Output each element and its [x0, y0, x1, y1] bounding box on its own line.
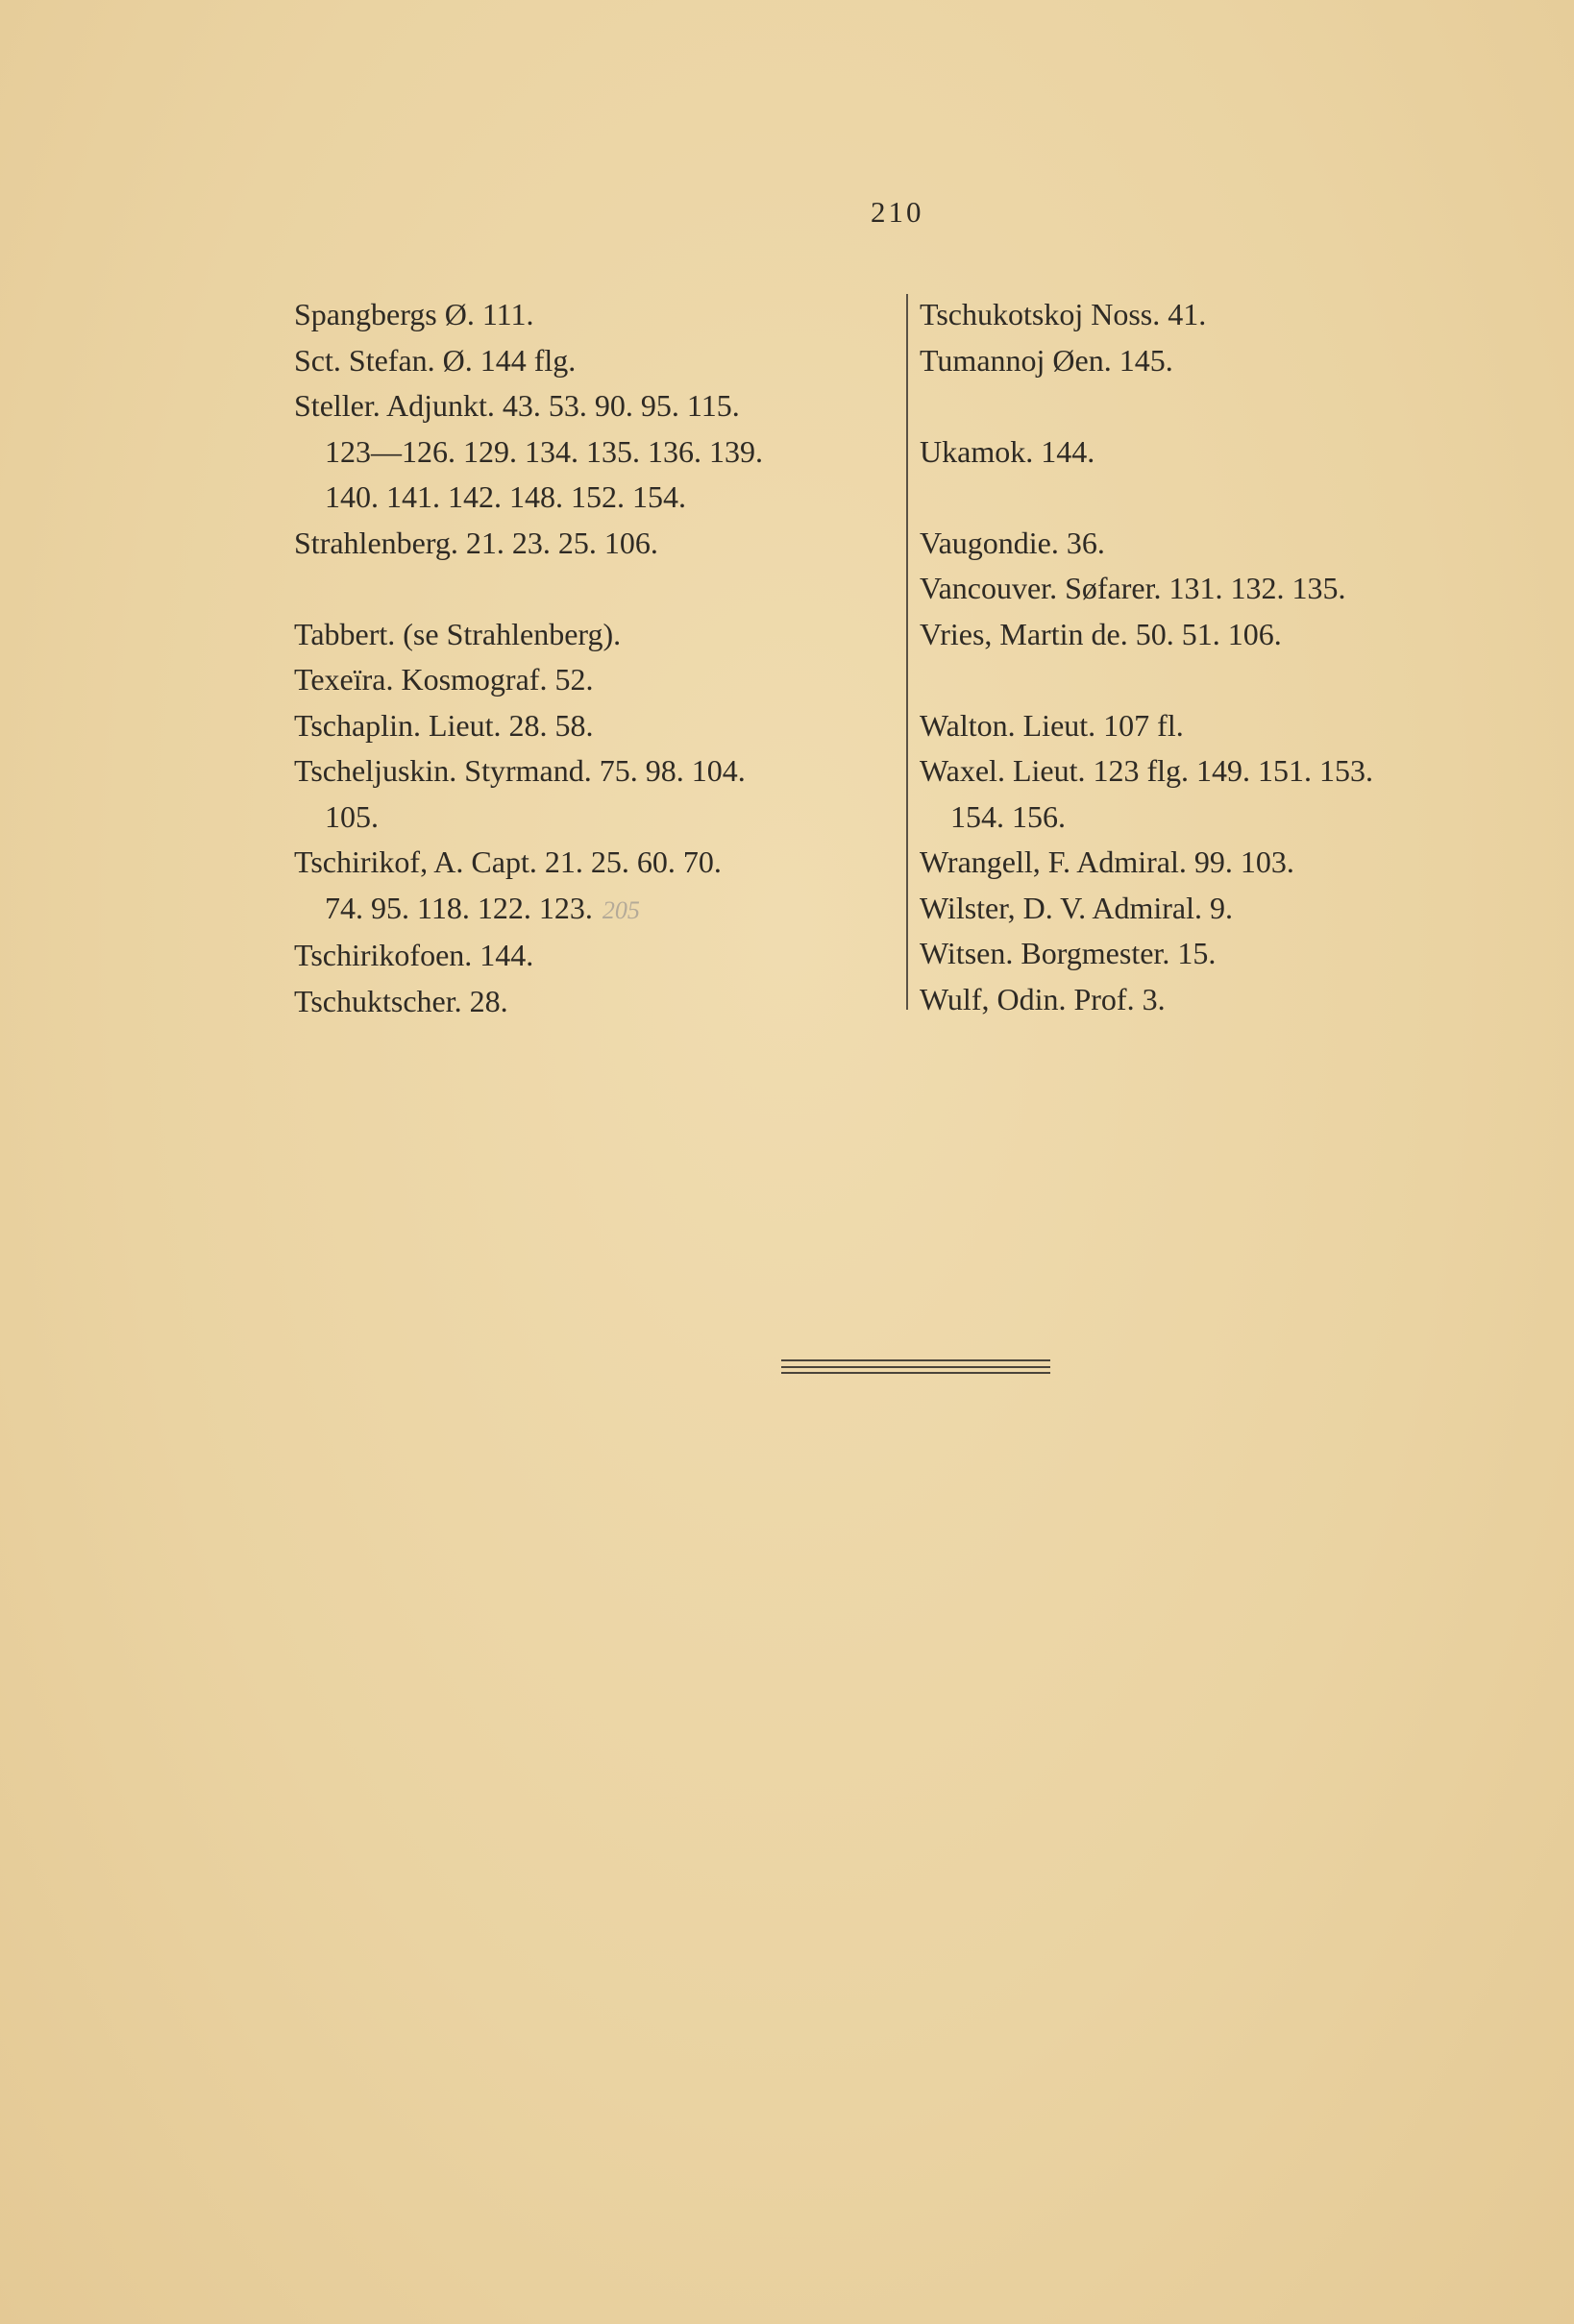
end-rule: [781, 1372, 1050, 1374]
end-rule: [781, 1366, 1050, 1368]
index-entry-vancouver: Vancouver. Søfarer. 131. 132. 135.: [920, 571, 1346, 605]
end-rule: [781, 1359, 1050, 1361]
index-entry-tschirikof: [294, 840, 899, 933]
page-number: 210: [871, 195, 924, 229]
index-entry-strahlenberg: Strahlenberg. 21. 23. 25. 106.: [294, 525, 658, 560]
index-column-left: [294, 292, 899, 1024]
index-entry-steller: [294, 383, 899, 521]
index-entry-tabbert: Tabbert. (se Strahlenberg).: [294, 616, 622, 651]
index-entry-tschuktscher: Tschuktscher. 28.: [294, 983, 508, 1018]
index-entry-continuation: [294, 886, 899, 934]
index-entry-walton: Walton. Lieut. 107 fl.: [920, 707, 1184, 743]
index-entry-texeira: Texeïra. Kosmograf. 52.: [294, 662, 594, 697]
section-gap: [920, 475, 1554, 521]
index-entry-line: Tscheljuskin. Styrmand. 75. 98. 104.: [294, 753, 746, 788]
index-entry-line: Steller. Adjunkt. 43. 53. 90. 95. 115.: [294, 388, 740, 423]
index-entry-sct-stefan: Sct. Stefan. Ø. 144 flg.: [294, 342, 577, 378]
index-entry-spangbergs: Spangbergs Ø. 111.: [294, 297, 534, 331]
index-entry-text: 74. 95. 118. 122. 123.: [325, 890, 593, 925]
index-entry-wilster: Wilster, D. V. Admiral. 9.: [920, 890, 1234, 925]
index-entry-continuation: 140. 141. 142. 148. 152. 154.: [325, 479, 686, 514]
index-entry-witsen: Witsen. Borgmester. 15.: [920, 936, 1217, 970]
index-column-right: [920, 292, 1554, 1022]
index-entry-continuation: 105.: [325, 798, 379, 834]
pencil-annotation: 205: [602, 895, 640, 924]
index-entry-tschirikofoen: Tschirikofoen. 144.: [294, 938, 534, 972]
index-entry-tschaplin: Tschaplin. Lieut. 28. 58.: [294, 707, 594, 743]
index-entry-line: Waxel. Lieut. 123 flg. 149. 151. 153.: [920, 753, 1374, 788]
index-entry-ukamok: Ukamok. 144.: [920, 433, 1095, 469]
index-entry-tscheljuskin: [294, 748, 899, 840]
index-entry-tschukotskoj: Tschukotskoj Noss. 41.: [920, 297, 1207, 331]
index-entry-tumannoj: Tumannoj Øen. 145.: [920, 342, 1173, 378]
section-gap: [920, 383, 1554, 429]
index-entry-continuation: 154. 156.: [950, 798, 1066, 834]
index-entry-wulf: Wulf, Odin. Prof. 3.: [920, 981, 1166, 1016]
index-entry-waxel: [920, 748, 1554, 840]
index-entry-vaugondie: Vaugondie. 36.: [920, 525, 1105, 560]
index-entry-line: Tschirikof, A. Capt. 21. 25. 60. 70.: [294, 844, 722, 879]
section-gap: [294, 566, 899, 612]
index-entry-vries: Vries, Martin de. 50. 51. 106.: [920, 616, 1282, 651]
index-entry-continuation: 123—126. 129. 134. 135. 136. 139.: [325, 433, 763, 469]
index-entry-wrangell: Wrangell, F. Admiral. 99. 103.: [920, 844, 1294, 879]
section-gap: [920, 657, 1554, 703]
column-divider: [906, 294, 908, 1010]
